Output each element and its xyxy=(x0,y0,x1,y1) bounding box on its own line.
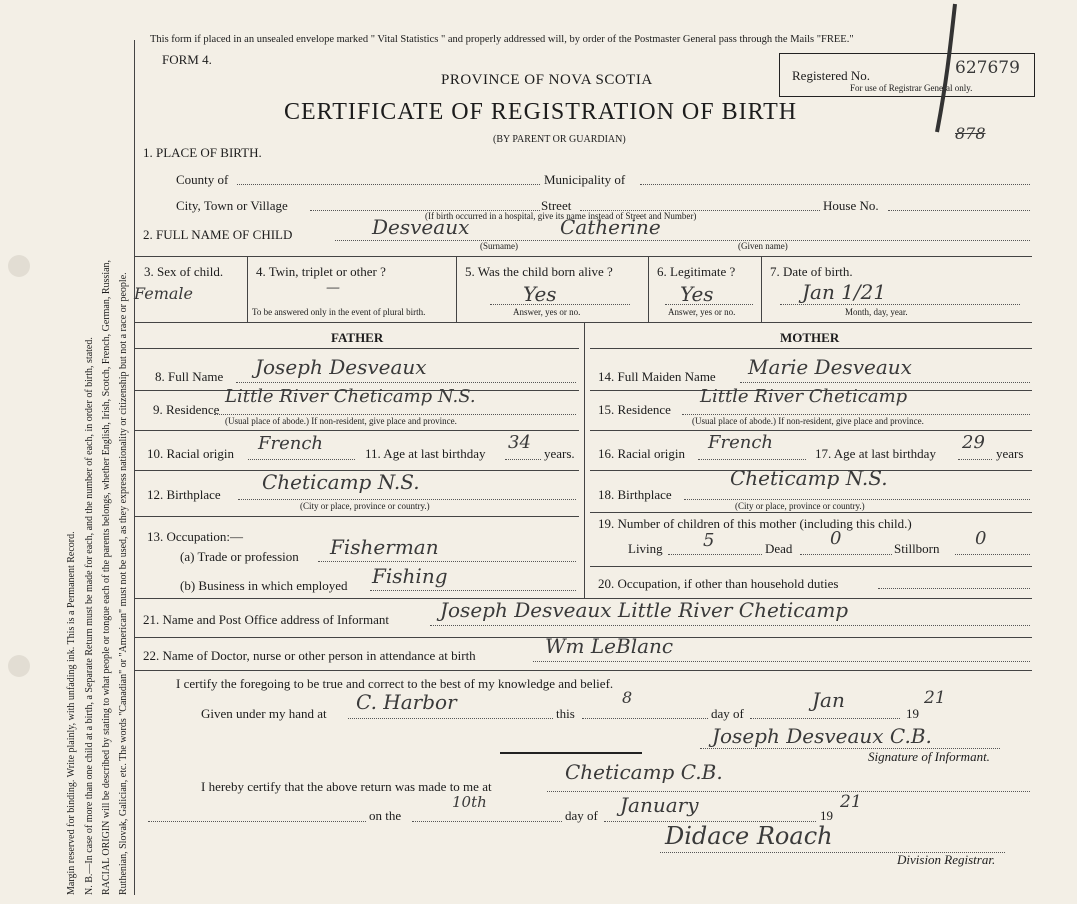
registered-number-box xyxy=(779,53,1035,97)
child-name-label: 2. FULL NAME OF CHILD xyxy=(143,227,293,242)
father-trade-label: (a) Trade or profession xyxy=(180,549,299,564)
section-line xyxy=(590,348,1032,349)
mother-age-label: 17. Age at last birthday xyxy=(815,446,936,461)
father-age-unit: years. xyxy=(544,446,575,461)
mother-racial-label: 16. Racial origin xyxy=(598,446,686,461)
mother-residence-line xyxy=(682,414,1030,415)
column-divider xyxy=(584,322,585,598)
row-line xyxy=(590,566,1032,567)
row-line xyxy=(590,512,1032,513)
page-title: CERTIFICATE OF REGISTRATION OF BIRTH xyxy=(284,99,798,125)
on-prefix-line xyxy=(148,821,366,822)
margin-note-4: Ruthenian, Slovak, Galician, etc. The words "Canadian" or "American" must not be used, as they express nationality or citizenship but not a race or people. xyxy=(118,272,129,895)
on-day-value: 10th xyxy=(452,793,487,811)
box-divider xyxy=(648,256,649,322)
registrar-caption: Division Registrar. xyxy=(897,852,996,867)
registered-label: Registered No. xyxy=(792,68,870,83)
dob-line xyxy=(780,304,1020,305)
year-prefix: 19 xyxy=(906,706,919,721)
side-number: 878 xyxy=(955,124,986,143)
registrar-statement: I hereby certify that the above return was made to me at xyxy=(201,779,492,794)
day-of-label: day of xyxy=(711,706,744,721)
divider-rule xyxy=(500,752,642,754)
given-place-line xyxy=(348,718,553,719)
mother-residence-value: Little River Cheticamp xyxy=(700,386,908,407)
father-birthplace-note: (City or place, province or country.) xyxy=(300,501,430,511)
father-business-value: Fishing xyxy=(372,564,448,588)
sex-value: Female xyxy=(134,284,193,303)
father-name-line xyxy=(236,382,576,383)
margin-note-1: Margin reserved for binding. Write plainly, with unfading ink. This is a Permanent Record. xyxy=(66,531,77,895)
alive-line xyxy=(490,304,630,305)
doctor-label: 22. Name of Doctor, nurse or other person in attendance at birth xyxy=(143,648,476,663)
child-surname: Desveaux xyxy=(372,215,470,239)
county-label: County of xyxy=(176,172,229,187)
stillborn-label: Stillborn xyxy=(894,541,940,556)
box-divider xyxy=(761,256,762,322)
registered-note: For use of Registrar General only. xyxy=(850,83,973,93)
father-heading: FATHER xyxy=(331,330,384,345)
mother-birthplace-value: Cheticamp N.S. xyxy=(730,466,888,490)
living-line xyxy=(668,554,762,555)
province-title: PROVINCE OF NOVA SCOTIA xyxy=(441,72,653,88)
registrar-place-line xyxy=(547,791,1030,792)
alive-note: Answer, yes or no. xyxy=(513,307,581,317)
father-residence-note: (Usual place of abode.) If non-resident, give place and province. xyxy=(225,416,457,426)
surname-note: (Surname) xyxy=(480,241,518,251)
registrar-place-value: Cheticamp C.B. xyxy=(565,760,723,784)
boxes-bottom-line xyxy=(134,322,1032,323)
mother-heading: MOTHER xyxy=(780,330,840,345)
father-business-label: (b) Business in which employed xyxy=(180,578,348,593)
father-name-label: 8. Full Name xyxy=(155,369,224,384)
house-line xyxy=(888,210,1030,211)
mail-notice: This form if placed in an unsealed envelope marked " Vital Statistics " and properly addressed will, by order of the Postmaster General pass through the Mails "FREE." xyxy=(150,34,854,45)
informant-value: Joseph Desveaux Little River Cheticamp xyxy=(440,598,849,622)
twin-note: To be answered only in the event of plural birth. xyxy=(252,307,426,317)
hospital-note: (If birth occurred in a hospital, give its name instead of Street and Number) xyxy=(425,211,697,221)
month-value: Jan xyxy=(812,688,845,712)
mother-age-line xyxy=(958,459,992,460)
row-line xyxy=(590,430,1032,431)
given-place-value: C. Harbor xyxy=(356,690,457,714)
street-label: Street xyxy=(541,198,572,213)
registered-value: 627679 xyxy=(955,58,1020,78)
mother-name-value: Marie Desveaux xyxy=(748,355,912,379)
father-residence-label: 9. Residence xyxy=(153,402,220,417)
section-line xyxy=(134,348,579,349)
father-trade-value: Fisherman xyxy=(330,535,439,559)
father-age-line xyxy=(505,459,541,460)
mother-age-unit: years xyxy=(996,446,1024,461)
sex-label: 3. Sex of child. xyxy=(144,264,224,279)
informant-label: 21. Name and Post Office address of Informant xyxy=(143,612,389,627)
pen-stroke xyxy=(925,0,965,140)
mother-name-label: 14. Full Maiden Name xyxy=(598,369,716,384)
given-note: (Given name) xyxy=(738,241,788,251)
father-residence-line xyxy=(214,414,576,415)
on-the-label: on the xyxy=(369,808,402,823)
informant-signature: Joseph Desveaux C.B. xyxy=(712,724,932,748)
dead-line xyxy=(800,554,892,555)
mother-birthplace-line xyxy=(684,499,1030,500)
father-racial-label: 10. Racial origin xyxy=(147,446,235,461)
mother-birthplace-label: 18. Birthplace xyxy=(598,487,672,502)
dob-value: Jan 1/21 xyxy=(802,280,887,304)
day-value: 8 xyxy=(622,688,633,707)
informant-line xyxy=(430,625,1030,626)
father-age-label: 11. Age at last birthday xyxy=(365,446,486,461)
county-line xyxy=(237,184,540,185)
doctor-value: Wm LeBlanc xyxy=(545,634,674,658)
box-divider xyxy=(456,256,457,322)
dead-value: 0 xyxy=(830,528,842,549)
city-label: City, Town or Village xyxy=(176,198,288,213)
legit-line xyxy=(665,304,753,305)
informant-caption: Signature of Informant. xyxy=(868,749,990,764)
mother-occupation-label: 20. Occupation, if other than household duties xyxy=(598,576,839,591)
child-name-line xyxy=(335,240,1030,241)
living-label: Living xyxy=(628,541,663,556)
certify-statement: I certify the foregoing to be true and correct to the best of my knowledge and belief. xyxy=(176,676,614,691)
dead-label: Dead xyxy=(765,541,793,556)
day-of2-label: day of xyxy=(565,808,598,823)
mother-residence-label: 15. Residence xyxy=(598,402,671,417)
house-label: House No. xyxy=(823,198,879,213)
stillborn-line xyxy=(955,554,1030,555)
municipality-line xyxy=(640,184,1030,185)
on-day-line xyxy=(412,821,562,822)
margin-note-3: RACIAL ORIGIN will be described by stating to what people or tongue each of the parents belongs, whether English, Irish, Scotch, French, German, Russian, xyxy=(101,259,112,895)
mother-residence-note: (Usual place of abode.) If non-resident, give place and province. xyxy=(692,416,924,426)
margin-note-2: N. B.—In case of more than one child at a birth, a Separate Return must be made for each, and the number of each, in order of birth, stated. xyxy=(84,337,95,895)
father-birthplace-value: Cheticamp N.S. xyxy=(262,470,420,494)
on-month-value: January xyxy=(620,793,699,817)
father-birthplace-line xyxy=(238,499,576,500)
alive-label: 5. Was the child born alive ? xyxy=(465,264,613,279)
punch-hole xyxy=(8,255,30,277)
mother-children-label: 19. Number of children of this mother (including this child.) xyxy=(598,516,912,531)
stillborn-value: 0 xyxy=(975,528,987,549)
father-occupation-label: 13. Occupation:— xyxy=(147,529,244,544)
box-divider xyxy=(247,256,248,322)
row-line xyxy=(134,430,579,431)
doctor-line xyxy=(533,661,1030,662)
given-label: Given under my hand at xyxy=(201,706,327,721)
mother-racial-line xyxy=(698,459,806,460)
father-racial-line xyxy=(248,459,355,460)
mother-occupation-line xyxy=(878,588,1030,589)
month-line xyxy=(750,718,900,719)
living-value: 5 xyxy=(703,530,715,551)
registrar-signature: Didace Roach xyxy=(665,822,833,850)
father-age-value: 34 xyxy=(508,432,531,453)
legit-value: Yes xyxy=(680,282,714,306)
year-prefix2: 19 xyxy=(820,808,833,823)
father-racial-value: French xyxy=(258,433,324,454)
alive-value: Yes xyxy=(523,282,557,306)
page-subtitle: (BY PARENT OR GUARDIAN) xyxy=(493,134,626,145)
this-label: this xyxy=(556,706,575,721)
twin-value: — xyxy=(326,280,340,296)
form-border-left xyxy=(134,40,135,895)
father-business-line xyxy=(370,590,576,591)
section-line xyxy=(134,670,1032,671)
year-value2: 21 xyxy=(840,792,862,812)
legit-label: 6. Legitimate ? xyxy=(657,264,736,279)
mother-racial-value: French xyxy=(708,432,774,453)
legit-note: Answer, yes or no. xyxy=(668,307,736,317)
municipality-label: Municipality of xyxy=(544,172,626,187)
boxes-top-line xyxy=(134,256,1032,257)
form-number: FORM 4. xyxy=(162,52,212,67)
mother-birthplace-note: (City or place, province or country.) xyxy=(735,501,865,511)
year-value: 21 xyxy=(924,688,946,708)
father-birthplace-label: 12. Birthplace xyxy=(147,487,221,502)
father-name-value: Joseph Desveaux xyxy=(255,355,427,379)
father-trade-line xyxy=(318,561,576,562)
child-given-name: Catherine xyxy=(560,215,661,239)
punch-hole xyxy=(8,655,30,677)
dob-label: 7. Date of birth. xyxy=(770,264,853,279)
twin-label: 4. Twin, triplet or other ? xyxy=(256,264,386,279)
mother-age-value: 29 xyxy=(962,432,985,453)
father-residence-value: Little River Cheticamp N.S. xyxy=(225,386,476,407)
row-line xyxy=(134,516,579,517)
mother-name-line xyxy=(740,382,1030,383)
day-line xyxy=(582,718,708,719)
place-heading: 1. PLACE OF BIRTH. xyxy=(143,145,262,160)
dob-note: Month, day, year. xyxy=(845,307,908,317)
